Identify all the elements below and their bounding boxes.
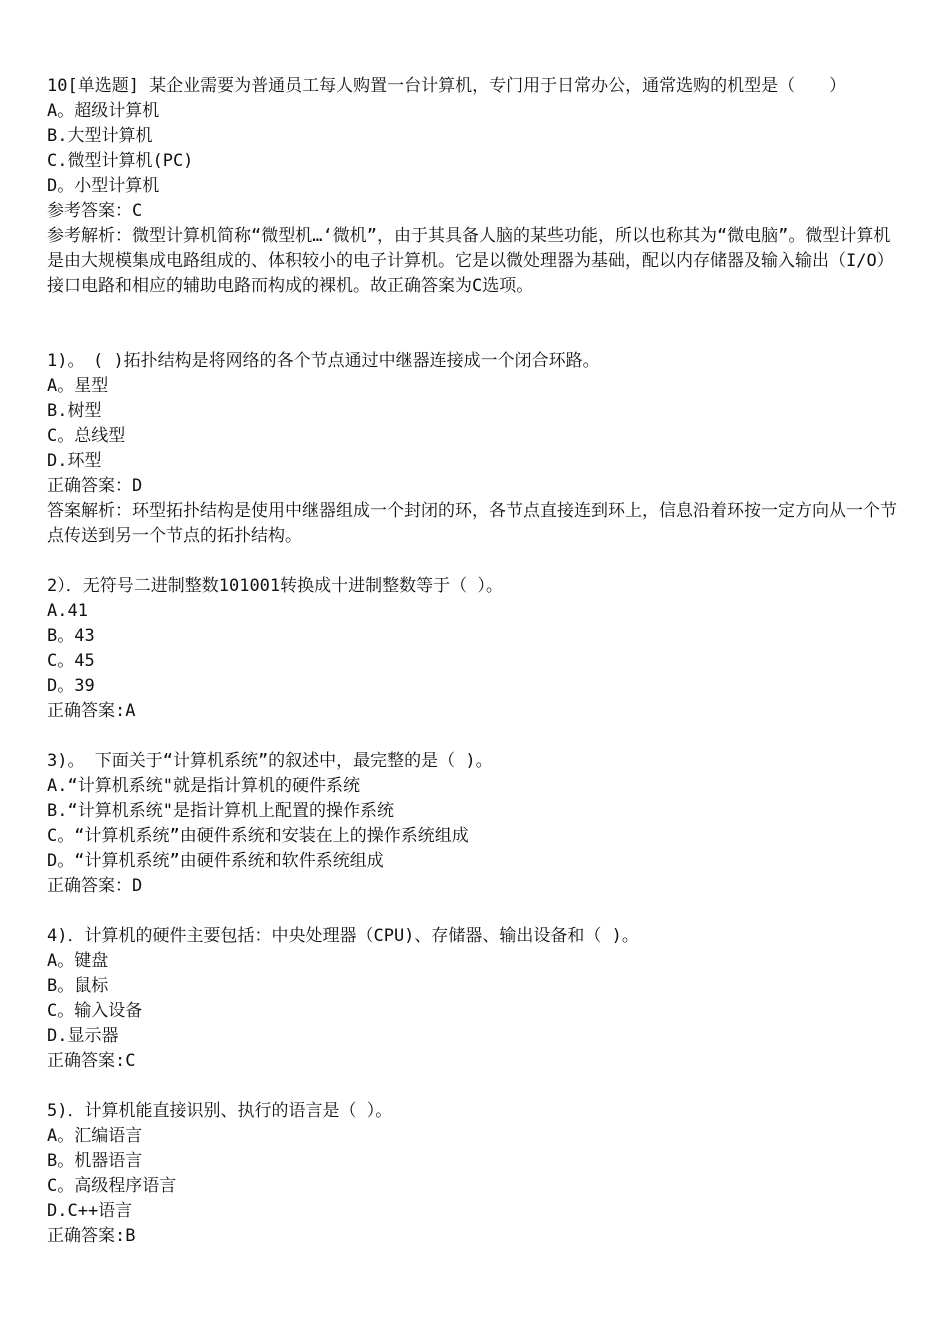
reference-answer: 参考答案：C <box>47 201 143 221</box>
reference-analysis: 参考解析：微型计算机简称“微型机…‘微机”，由于其具备人脑的某些功能，所以也称其为“微电脑”。微型计算机是由大规模集成电路组成的、体积较小的电子计算机。它是以微处理器为基础，配以内存储器及输入输出（I/O）接口电路和相应的辅助电路而构成的裸机。故正确答案为C选项。 <box>47 226 894 296</box>
option-b: B。鼠标 <box>47 976 109 996</box>
option-a: A.“计算机系统"就是指计算机的硬件系统 <box>47 776 360 796</box>
option-b: B.大型计算机 <box>47 126 153 146</box>
option-c: C。“计算机系统”由硬件系统和安装在上的操作系统组成 <box>47 826 469 846</box>
question-3 <box>47 749 907 899</box>
question-stem: 4)．计算机的硬件主要包括：中央处理器（CPU)、存储器、输出设备和（ )。 <box>47 926 639 946</box>
option-c: C。高级程序语言 <box>47 1176 177 1196</box>
question-stem: 5)．计算机能直接识别、执行的语言是（ ）。 <box>47 1101 393 1121</box>
spacer <box>47 549 907 574</box>
correct-answer: 正确答案:A <box>47 701 136 721</box>
option-a: A。星型 <box>47 376 109 396</box>
option-d: D.C++语言 <box>47 1201 133 1221</box>
option-a: A。超级计算机 <box>47 101 160 121</box>
option-b: B.树型 <box>47 401 102 421</box>
option-a: A。汇编语言 <box>47 1126 143 1146</box>
correct-answer: 正确答案:C <box>47 1051 136 1071</box>
correct-answer: 正确答案：D <box>47 876 143 896</box>
option-c: C。总线型 <box>47 426 126 446</box>
option-b: B。43 <box>47 626 95 646</box>
question-5 <box>47 1099 907 1249</box>
spacer <box>47 899 907 924</box>
correct-answer: 正确答案：D <box>47 476 143 496</box>
question-10 <box>47 74 907 299</box>
spacer <box>47 1074 907 1099</box>
option-d: D.环型 <box>47 451 102 471</box>
spacer <box>47 299 907 349</box>
option-d: D。39 <box>47 676 95 696</box>
answer-analysis: 答案解析：环型拓扑结构是使用中继器组成一个封闭的环，各节点直接连到环上，信息沿着环按一定方向从一个节点传送到另一个节点的拓扑结构。 <box>47 501 897 546</box>
option-b: B。机器语言 <box>47 1151 143 1171</box>
option-c: C。输入设备 <box>47 1001 143 1021</box>
option-d: D.显示器 <box>47 1026 119 1046</box>
option-d: D。“计算机系统”由硬件系统和软件系统组成 <box>47 851 384 871</box>
question-stem: 3)。 下面关于“计算机系统”的叙述中，最完整的是（ )。 <box>47 751 493 771</box>
option-c: C。45 <box>47 651 95 671</box>
option-c: C.微型计算机(PC) <box>47 151 194 171</box>
spacer <box>47 724 907 749</box>
question-stem: 2）．无符号二进制整数101001转换成十进制整数等于（ ）。 <box>47 576 503 596</box>
correct-answer: 正确答案:B <box>47 1226 136 1246</box>
option-a: A.41 <box>47 601 88 621</box>
option-d: D。小型计算机 <box>47 176 160 196</box>
option-b: B.“计算机系统"是指计算机上配置的操作系统 <box>47 801 394 821</box>
question-stem: 1)。 ( )拓扑结构是将网络的各个节点通过中继器连接成一个闭合环路。 <box>47 351 600 371</box>
option-a: A。键盘 <box>47 951 109 971</box>
document-page <box>47 74 907 1249</box>
question-4 <box>47 924 907 1074</box>
question-1 <box>47 349 907 549</box>
question-2 <box>47 574 907 724</box>
question-stem: 10[单选题] 某企业需要为普通员工每人购置一台计算机，专门用于日常办公，通常选购的机型是（ ） <box>47 76 847 96</box>
